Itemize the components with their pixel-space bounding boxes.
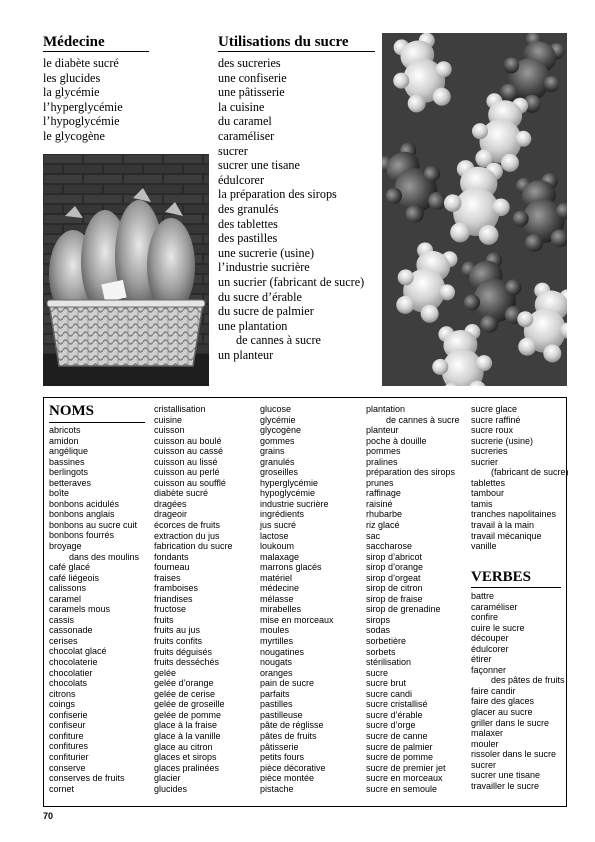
- noun-term: pain de sucre: [260, 678, 315, 689]
- noun-term: sirops: [366, 614, 391, 625]
- noun-term: prunes: [366, 477, 394, 488]
- utilisation-term: sucrer: [218, 143, 248, 158]
- verb-term: confire: [471, 612, 499, 623]
- noun-term: sucreries: [471, 446, 508, 457]
- utilisation-term: des sucreries: [218, 56, 281, 70]
- noun-term: fruits desséchés: [154, 657, 220, 668]
- noun-term: glace à la vanille: [154, 730, 221, 741]
- noun-term: conserves de fruits: [49, 773, 125, 784]
- noun-term: confiseur: [49, 720, 86, 731]
- noun-term: travail à la main: [471, 520, 535, 531]
- noun-term: pastilles: [260, 699, 293, 710]
- noun-term: fruits confits: [154, 636, 203, 647]
- noun-term: cassis: [49, 614, 75, 625]
- noun-term: mirabelles: [260, 604, 302, 615]
- noun-term: sucre en morceaux: [366, 773, 443, 784]
- utilisation-term: sucrer une tisane: [218, 158, 300, 173]
- vocabulary-box: [43, 397, 567, 807]
- noun-term: broyage: [49, 541, 82, 552]
- noun-term: sucre brut: [366, 678, 407, 689]
- noun-term: fabrication du sucre: [154, 541, 233, 552]
- verb-term: malaxer: [471, 728, 504, 739]
- noun-term: vanille: [471, 541, 497, 552]
- verb-term: mouler: [471, 738, 499, 749]
- noun-term: nougats: [260, 657, 293, 668]
- noun-term: riz glacé: [366, 520, 400, 531]
- noun-term: citrons: [49, 688, 76, 699]
- noun-term: chocolat glacé: [49, 646, 107, 657]
- utilisation-term: un planteur: [218, 347, 274, 362]
- noun-term: angélique: [49, 446, 89, 457]
- utilisation-term: la préparation des sirops: [218, 187, 337, 202]
- noun-term: fondants: [154, 551, 189, 562]
- verb-term: travailler le sucre: [471, 780, 540, 791]
- candy-basket-photo: [43, 154, 209, 386]
- noun-term: pièce décorative: [260, 762, 326, 773]
- noun-term: sucrier: [471, 456, 499, 467]
- noun-term: café liégeois: [49, 572, 100, 583]
- noun-term: cristallisation: [154, 404, 206, 414]
- noun-term: travail mécanique: [471, 530, 542, 541]
- noms-column-2: [154, 404, 233, 794]
- noun-term: moules: [260, 625, 290, 636]
- noun-term: ingrédients: [260, 509, 305, 520]
- medecine-term: l’hypoglycémie: [43, 114, 120, 129]
- noun-term: chocolaterie: [49, 657, 98, 668]
- noun-term: cuisson: [154, 425, 185, 436]
- noun-term: abricots: [49, 425, 81, 435]
- utilisation-term: du caramel: [218, 114, 272, 129]
- noun-term: bonbons anglais: [49, 509, 115, 520]
- noun-term: glycogène: [260, 425, 302, 436]
- noun-term: gelée d’orange: [154, 678, 214, 689]
- noun-term: bonbons au sucre cuit: [49, 519, 138, 530]
- noun-term: confiserie: [49, 709, 88, 720]
- noun-term: sirop de fraise: [366, 593, 423, 604]
- noun-term: sorbetière: [366, 636, 407, 647]
- noun-term: gelée de cerise: [154, 688, 216, 699]
- noun-term: extraction du jus: [154, 530, 220, 541]
- noun-term: sirop d’orgeat: [366, 572, 421, 583]
- verb-term: sucrer une tisane: [471, 770, 541, 781]
- utilisation-term: un sucrier (fabricant de sucre): [218, 274, 365, 289]
- noun-term: de cannes à sucre: [386, 414, 460, 425]
- noun-term: pâtes de fruits: [260, 730, 317, 741]
- noun-term: berlingots: [49, 467, 89, 478]
- noun-term: friandises: [154, 593, 193, 604]
- noun-term: sucre raffiné: [471, 414, 521, 425]
- noun-term: sucre en semoule: [366, 783, 438, 794]
- verb-term: caraméliser: [471, 601, 518, 612]
- noun-term: sac: [366, 530, 381, 541]
- noun-term: sucre roux: [471, 425, 514, 436]
- noun-term: nougatines: [260, 646, 305, 657]
- noun-term: saccharose: [366, 541, 413, 552]
- noms-column-5: [471, 404, 569, 552]
- noun-term: glycémie: [260, 414, 296, 425]
- verb-term: façonner: [471, 664, 507, 675]
- medecine-term: l’hyperglycémie: [43, 99, 123, 114]
- utilisation-term: des tablettes: [218, 216, 278, 231]
- utilisation-term: l’industrie sucrière: [218, 260, 310, 275]
- verb-term: griller dans le sucre: [471, 717, 550, 728]
- noun-term: cuisson au lissé: [154, 456, 218, 467]
- utilisations-heading: Utilisations du sucre: [218, 34, 349, 50]
- noun-term: drageoir: [154, 509, 188, 520]
- noun-term: tranches napolitaines: [471, 509, 557, 520]
- noun-term: mélasse: [260, 593, 294, 604]
- noun-term: cuisson au soufflé: [154, 477, 226, 488]
- noun-term: fraises: [154, 572, 181, 583]
- noun-term: médecine: [260, 583, 300, 594]
- noun-term: loukoum: [260, 541, 295, 552]
- noms-heading-rule: [49, 422, 145, 423]
- noun-term: sucre de pomme: [366, 752, 434, 763]
- page-number: 70: [43, 811, 54, 821]
- noun-term: sirop d’abricot: [366, 551, 423, 562]
- utilisation-term: des pastilles: [218, 231, 278, 246]
- noun-term: sucre: [366, 667, 389, 678]
- medecine-term: le glycogène: [43, 128, 105, 143]
- utilisation-term: caraméliser: [218, 128, 275, 143]
- utilisation-term: des granulés: [218, 201, 279, 216]
- noun-term: pastilleuse: [260, 709, 303, 720]
- noun-term: cuisson au cassé: [154, 446, 224, 457]
- noun-term: sucre de palmier: [366, 741, 433, 752]
- utilisations-heading-rule: [218, 51, 375, 52]
- verb-term: faire candir: [471, 685, 516, 696]
- noun-term: confiture: [49, 730, 84, 741]
- noun-term: fructose: [154, 604, 187, 615]
- noun-term: glaces pralinées: [154, 762, 220, 773]
- noun-term: pièce montée: [260, 773, 315, 784]
- verb-term: sucrer: [471, 759, 497, 770]
- verb-term: battre: [471, 591, 495, 601]
- noun-term: glucides: [154, 783, 188, 794]
- verb-term: faire des glaces: [471, 696, 535, 707]
- noun-term: sucre candi: [366, 688, 413, 699]
- verb-term: cuire le sucre: [471, 622, 525, 633]
- noun-term: industrie sucrière: [260, 498, 329, 509]
- noun-term: cassonade: [49, 625, 93, 636]
- utilisation-term: du sucre d’érable: [218, 289, 302, 304]
- noun-term: petits fours: [260, 752, 305, 763]
- noun-term: conserve: [49, 762, 86, 773]
- noun-term: chocolatier: [49, 667, 93, 678]
- verbes-heading: VERBES: [471, 569, 532, 585]
- noun-term: (fabricant de sucre): [491, 467, 569, 478]
- noun-term: confitures: [49, 741, 89, 752]
- noun-term: sodas: [366, 625, 391, 636]
- noun-term: betteraves: [49, 477, 92, 488]
- medecine-heading-rule: [43, 51, 149, 52]
- noms-column-4: [366, 404, 460, 794]
- noun-term: marrons glacés: [260, 562, 322, 573]
- noun-term: cuisson au perlé: [154, 467, 220, 478]
- noun-term: dans des moulins: [69, 551, 140, 562]
- medecine-term: le diabète sucré: [43, 56, 119, 70]
- noun-term: myrtilles: [260, 636, 293, 647]
- noun-term: raffinage: [366, 488, 401, 499]
- noun-term: sucre glace: [471, 404, 518, 414]
- noun-term: sirop de grenadine: [366, 604, 441, 615]
- verb-term: rissoler dans le sucre: [471, 749, 557, 760]
- medecine-list: [43, 56, 123, 144]
- noun-term: granulés: [260, 456, 295, 467]
- utilisation-term: du sucre de palmier: [218, 304, 314, 319]
- noun-term: hypoglycémie: [260, 488, 316, 499]
- noun-term: glacier: [154, 773, 181, 784]
- noun-term: groseilles: [260, 467, 299, 478]
- noun-term: cornet: [49, 783, 75, 794]
- utilisation-term: de cannes à sucre: [236, 333, 321, 348]
- noun-term: bonbons fourrés: [49, 530, 115, 541]
- noun-term: coings: [49, 699, 76, 710]
- noun-term: poche à douille: [366, 435, 427, 446]
- gummy-bears-photo: [382, 33, 567, 386]
- noms-column-1: [49, 425, 139, 794]
- noun-term: rhubarbe: [366, 509, 403, 520]
- medecine-term: la glycémie: [43, 85, 100, 100]
- noun-term: fruits déguisés: [154, 646, 213, 657]
- noun-term: plantation: [366, 404, 406, 414]
- noun-term: bonbons acidulés: [49, 498, 120, 509]
- noms-column-3: [260, 404, 334, 794]
- noun-term: matériel: [260, 572, 293, 583]
- noun-term: sucre de canne: [366, 730, 428, 741]
- noun-term: amidon: [49, 435, 79, 446]
- noun-term: sirop d’orange: [366, 562, 424, 573]
- noun-term: planteur: [366, 425, 399, 436]
- noun-term: sucre de premier jet: [366, 762, 446, 773]
- noun-term: gelée: [154, 667, 177, 678]
- utilisation-term: la cuisine: [218, 99, 265, 114]
- medecine-term: les glucides: [43, 70, 101, 85]
- noun-term: raisiné: [366, 498, 393, 509]
- noun-term: jus sucré: [260, 520, 297, 531]
- noun-term: glucose: [260, 404, 292, 414]
- noun-term: lactose: [260, 530, 289, 541]
- noun-term: sirop de citron: [366, 583, 423, 594]
- verb-term: des pâtes de fruits: [491, 675, 565, 686]
- noun-term: grains: [260, 446, 285, 457]
- noun-term: gelée de groseille: [154, 699, 225, 710]
- noun-term: calissons: [49, 583, 87, 594]
- noun-term: malaxage: [260, 551, 300, 562]
- noun-term: diabète sucré: [154, 488, 209, 499]
- noun-term: mise en morceaux: [260, 614, 334, 625]
- noun-term: glace à la fraise: [154, 720, 218, 731]
- noun-term: pâte de réglisse: [260, 720, 324, 731]
- noun-term: caramel: [49, 593, 82, 604]
- noun-term: confiturier: [49, 751, 89, 762]
- verbes-list: [471, 591, 565, 791]
- noun-term: bassines: [49, 456, 85, 467]
- noun-term: caramels mous: [49, 604, 111, 615]
- medecine-heading: Médecine: [43, 34, 105, 50]
- noun-term: gelée de pomme: [154, 709, 222, 720]
- noun-term: cuisine: [154, 414, 183, 425]
- noun-term: hyperglycémie: [260, 477, 319, 488]
- noun-term: framboises: [154, 583, 199, 594]
- verb-term: découper: [471, 633, 509, 644]
- noun-term: tambour: [471, 488, 505, 499]
- noun-term: glace au citron: [154, 741, 213, 752]
- noun-term: tablettes: [471, 477, 506, 488]
- utilisation-term: une plantation: [218, 318, 288, 333]
- noun-term: parfaits: [260, 688, 290, 699]
- noun-term: fourneau: [154, 562, 190, 573]
- noun-term: sucrerie (usine): [471, 435, 534, 446]
- utilisation-term: une confiserie: [218, 70, 287, 85]
- noun-term: stérilisation: [366, 657, 412, 668]
- noun-term: cerises: [49, 635, 78, 646]
- utilisations-list: [218, 56, 364, 362]
- utilisation-term: édulcorer: [218, 172, 265, 187]
- noun-term: pistache: [260, 783, 294, 794]
- noun-term: boîte: [49, 488, 70, 499]
- noun-term: sucre d’érable: [366, 709, 423, 720]
- verb-term: édulcorer: [471, 643, 509, 654]
- verb-term: glacer au sucre: [471, 707, 533, 718]
- noun-term: sorbets: [366, 646, 396, 657]
- noun-term: fruits au jus: [154, 625, 201, 636]
- noun-term: préparation des sirops: [366, 467, 456, 478]
- verbes-heading-rule: [471, 587, 561, 588]
- noun-term: cuisson au boulé: [154, 435, 222, 446]
- noun-term: gommes: [260, 435, 295, 446]
- noun-term: fruits: [154, 614, 174, 625]
- noun-term: dragées: [154, 498, 187, 509]
- noms-heading: NOMS: [49, 403, 94, 419]
- noun-term: café glacé: [49, 562, 91, 573]
- noun-term: pâtisserie: [260, 741, 299, 752]
- noun-term: tamis: [471, 498, 493, 509]
- noun-term: sucre cristallisé: [366, 699, 428, 710]
- utilisation-term: une sucrerie (usine): [218, 245, 315, 260]
- noun-term: pralines: [366, 456, 398, 467]
- utilisation-term: une pâtisserie: [218, 85, 285, 100]
- verb-term: étirer: [471, 654, 492, 665]
- noun-term: écorces de fruits: [154, 520, 221, 531]
- noun-term: glaces et sirops: [154, 752, 217, 763]
- noun-term: chocolats: [49, 678, 88, 689]
- noun-term: sucre d’orge: [366, 720, 416, 731]
- noun-term: oranges: [260, 667, 293, 678]
- noun-term: pommes: [366, 446, 401, 457]
